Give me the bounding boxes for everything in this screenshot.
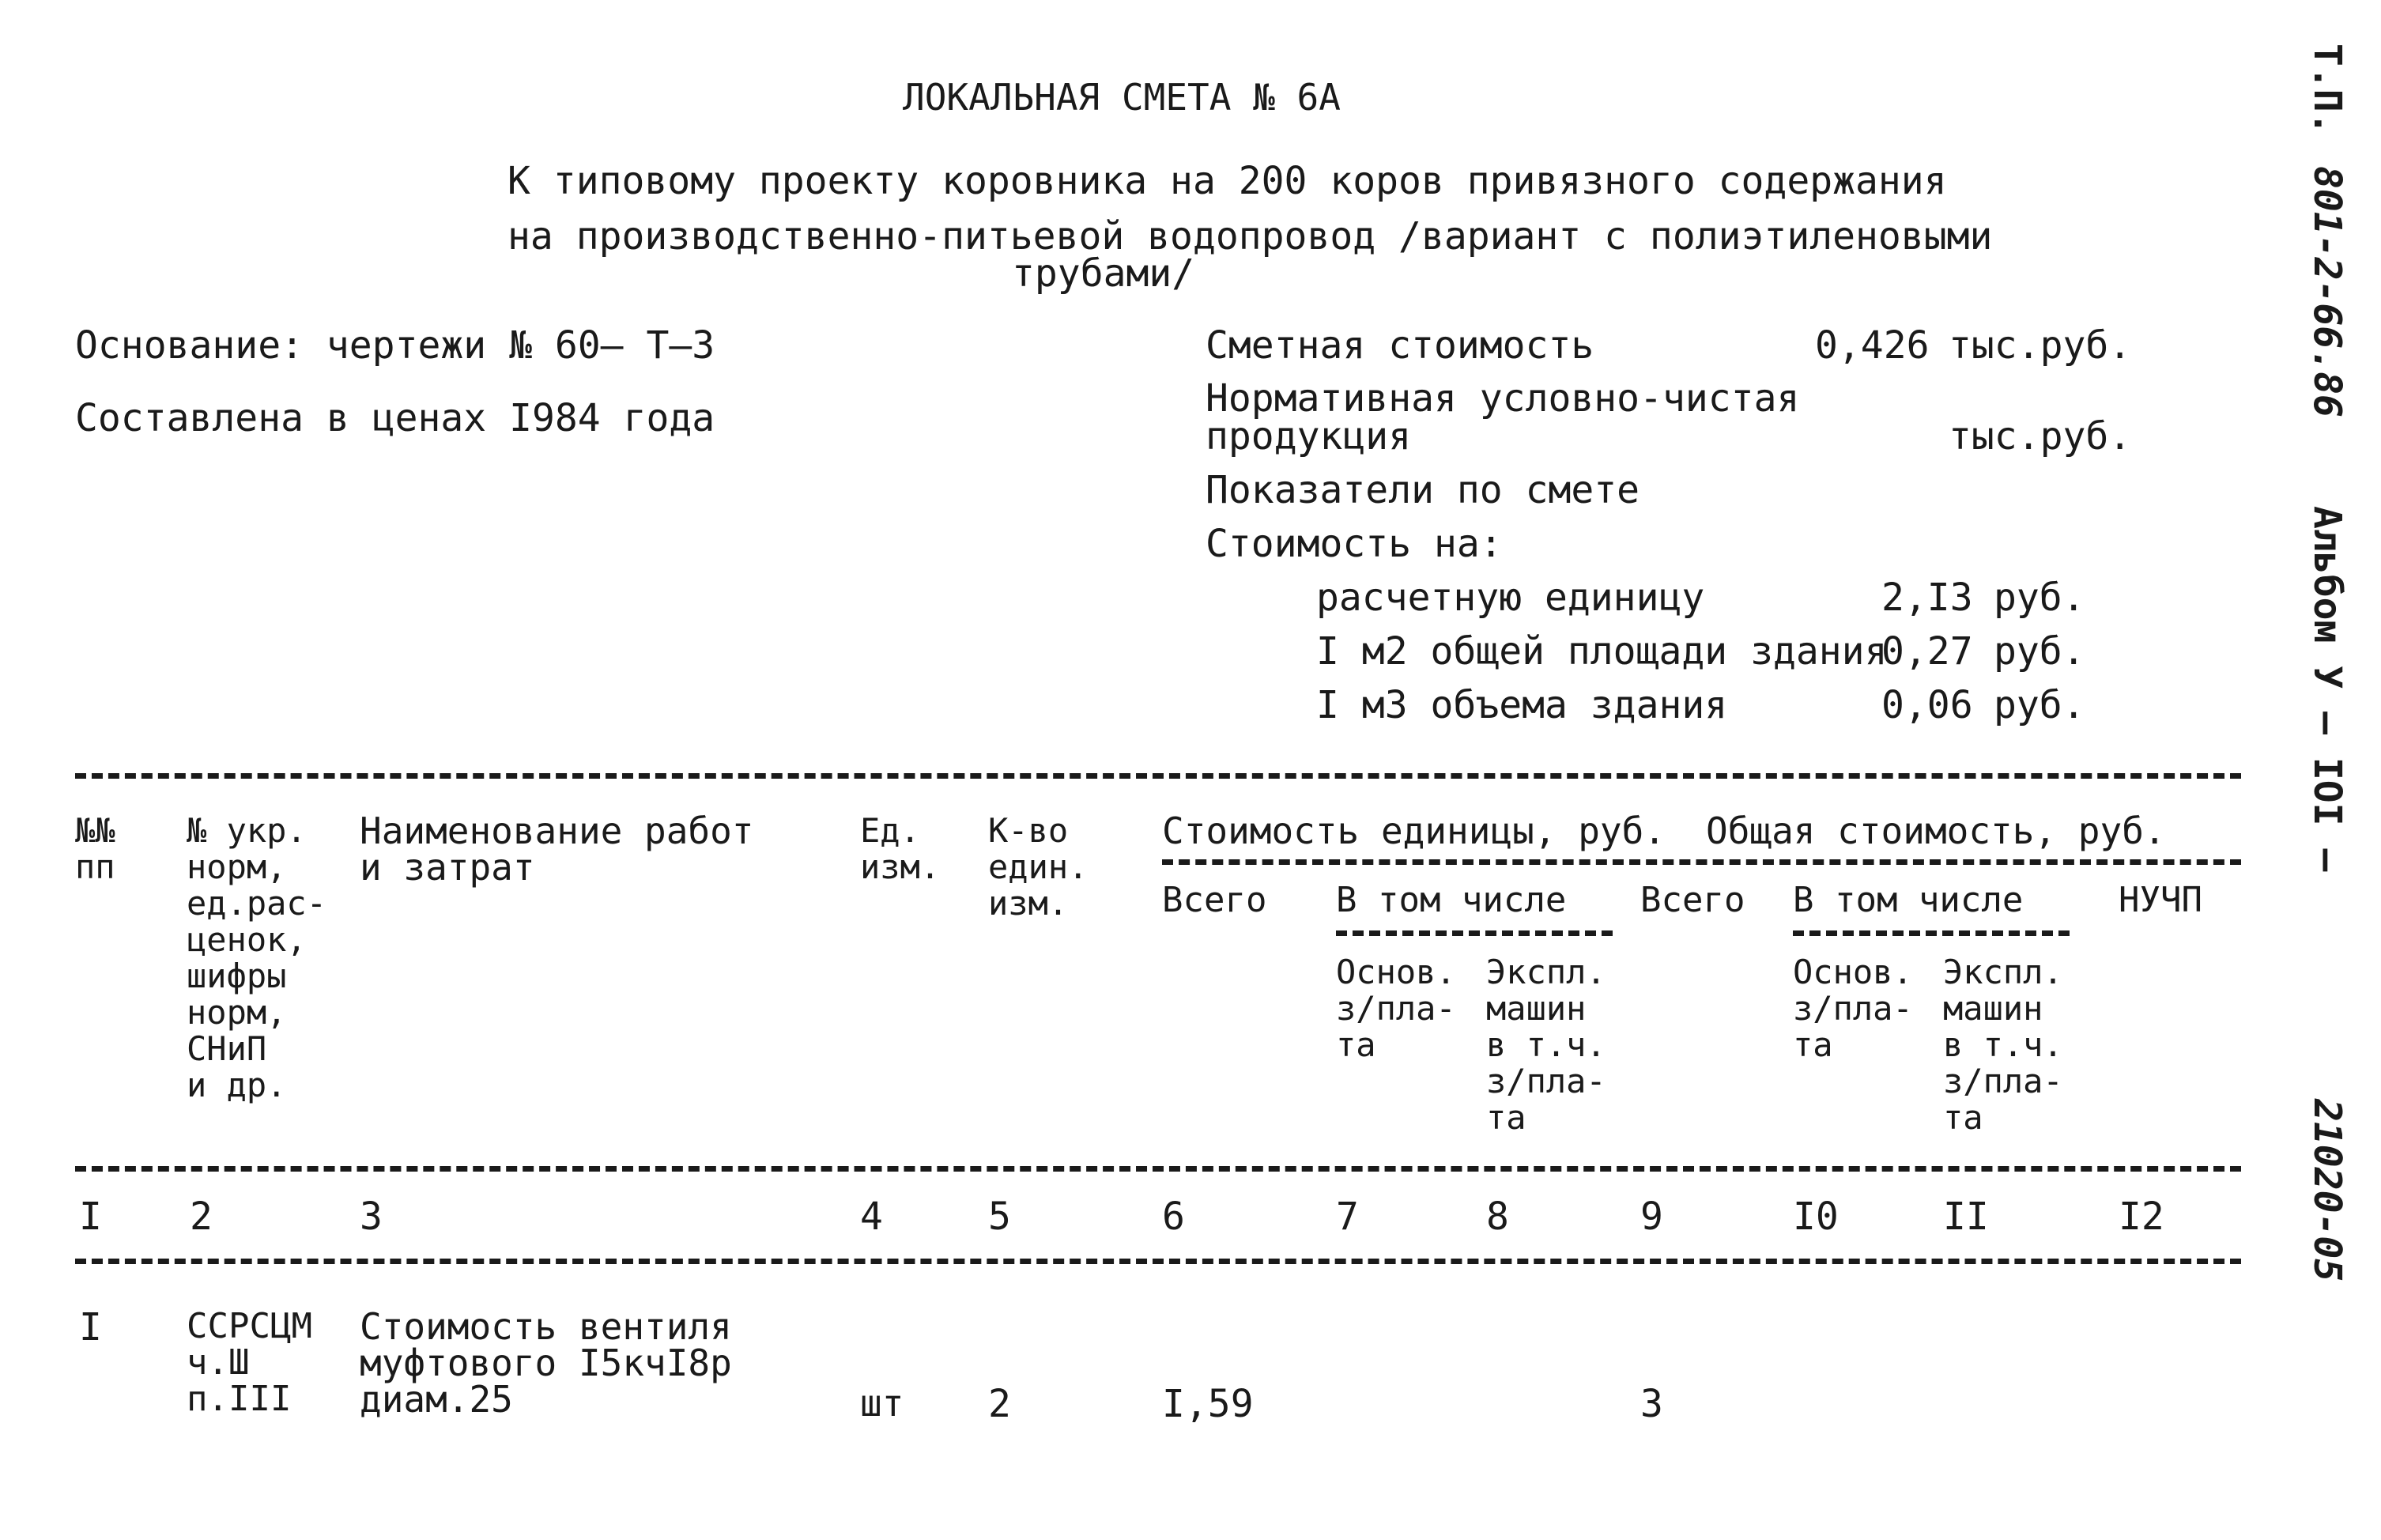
column-number: 3 [360, 1195, 383, 1239]
row-num: I [79, 1305, 102, 1349]
col-header-all-2: Всего [1640, 880, 1745, 920]
indicator-row-value: 2,I3 [1881, 576, 1973, 620]
row-name: Стоимость вентиля муфтового I5кчI8р диам.25 [360, 1305, 732, 1421]
subtitle-line-1: К типовому проекту коровника на 200 коров привязного содержания [508, 159, 1947, 203]
indicator-row-unit: руб. [1994, 629, 2085, 674]
row-code: ССРСЦМ ч.Ш п.III [187, 1306, 312, 1419]
cost-on-label: Стоимость на: [1206, 522, 1503, 566]
estimated-cost-unit: тыс.руб. [1949, 323, 2132, 368]
subtitle-line-3: трубами/ [1012, 251, 1195, 296]
side-stamp [2305, 0, 2356, 1540]
header-bottom-rule [75, 1166, 2241, 1172]
column-number: 7 [1336, 1195, 1359, 1239]
indicator-row-unit: руб. [1994, 576, 2085, 620]
basis-line: Основание: чертежи № 60– Т–3 [75, 323, 715, 368]
table-top-rule [75, 773, 2241, 779]
side-sheet-code: 21020-05 [2305, 1099, 2349, 1282]
column-number: I [79, 1195, 102, 1239]
col-header-machines-2: Экспл. машин в т.ч. з/пла- та [1943, 953, 2063, 1137]
col-header-unit: Ед. изм. [860, 811, 941, 886]
prices-line: Составлена в ценах I984 года [75, 396, 715, 440]
col-header-incl-1: В том числе [1336, 880, 1567, 920]
normative-unit: тыс.руб. [1949, 414, 2132, 459]
side-project-number: 801-2-66.86 [2305, 166, 2349, 417]
column-number: II [1943, 1195, 1989, 1239]
indicators-label: Показатели по смете [1206, 468, 1640, 512]
column-number: I0 [1793, 1195, 1839, 1239]
document-title: ЛОКАЛЬНАЯ СМЕТА № 6А [903, 76, 1341, 119]
incl-rule-2 [1793, 930, 2070, 936]
indicator-row-label: I м2 общей площади здания [1316, 629, 1888, 674]
column-number: 8 [1486, 1195, 1509, 1239]
unit-cost-group-header: Стоимость единицы, руб. [1162, 810, 1666, 852]
cost-group-rule [1162, 859, 2241, 865]
row-qty: 2 [988, 1382, 1011, 1426]
col-header-incl-2: В том числе [1793, 880, 2024, 920]
indicator-row-label: расчетную единицу [1316, 576, 1705, 620]
subtitle-line-2: на производственно-питьевой водопровод /вариант с полиэтиленовыми [508, 214, 1993, 259]
column-number: 9 [1640, 1195, 1663, 1239]
col-header-code: № укр. норм, ед.рас- ценок, шифры норм, СНиП и др. [187, 811, 327, 1104]
total-cost-group-header: Общая стоимость, руб. [1706, 810, 2166, 852]
indicator-row-value: 0,27 [1881, 629, 1973, 674]
normative-label-1: Нормативная условно-чистая [1206, 376, 1800, 421]
indicator-row-unit: руб. [1994, 683, 2085, 727]
col-header-qty: К-во един. изм. [988, 811, 1089, 923]
column-number: I2 [2119, 1195, 2164, 1239]
estimated-cost-value: 0,426 [1815, 323, 1930, 368]
column-number: 5 [988, 1195, 1011, 1239]
side-series: Т.П. [2305, 43, 2349, 135]
incl-rule-1 [1336, 930, 1613, 936]
row-unit: шт [860, 1382, 904, 1425]
indicator-row-label: I м3 объема здания [1316, 683, 1728, 727]
col-header-machines-1: Экспл. машин в т.ч. з/пла- та [1486, 953, 1606, 1137]
side-album: Альбом У – IOI – [2305, 506, 2349, 872]
indicator-row-value: 0,06 [1881, 683, 1973, 727]
col-header-num: №№ пп [75, 811, 115, 886]
estimated-cost-label: Сметная стоимость [1206, 323, 1594, 368]
col-header-all-1: Всего [1162, 880, 1267, 920]
col-header-name: Наименование работ и затрат [360, 810, 754, 889]
col-header-nuchp: НУЧП [2119, 880, 2202, 920]
column-number: 6 [1162, 1195, 1185, 1239]
row-total: 3 [1640, 1382, 1663, 1426]
col-header-base-wage-1: Основ. з/пла- та [1336, 953, 1456, 1064]
column-number: 4 [860, 1195, 883, 1239]
numbers-bottom-rule [75, 1259, 2241, 1264]
normative-label-2: продукция [1206, 414, 1412, 459]
column-number: 2 [190, 1195, 213, 1239]
col-header-base-wage-2: Основ. з/пла- та [1793, 953, 1913, 1064]
row-unit-total: I,59 [1162, 1382, 1254, 1426]
